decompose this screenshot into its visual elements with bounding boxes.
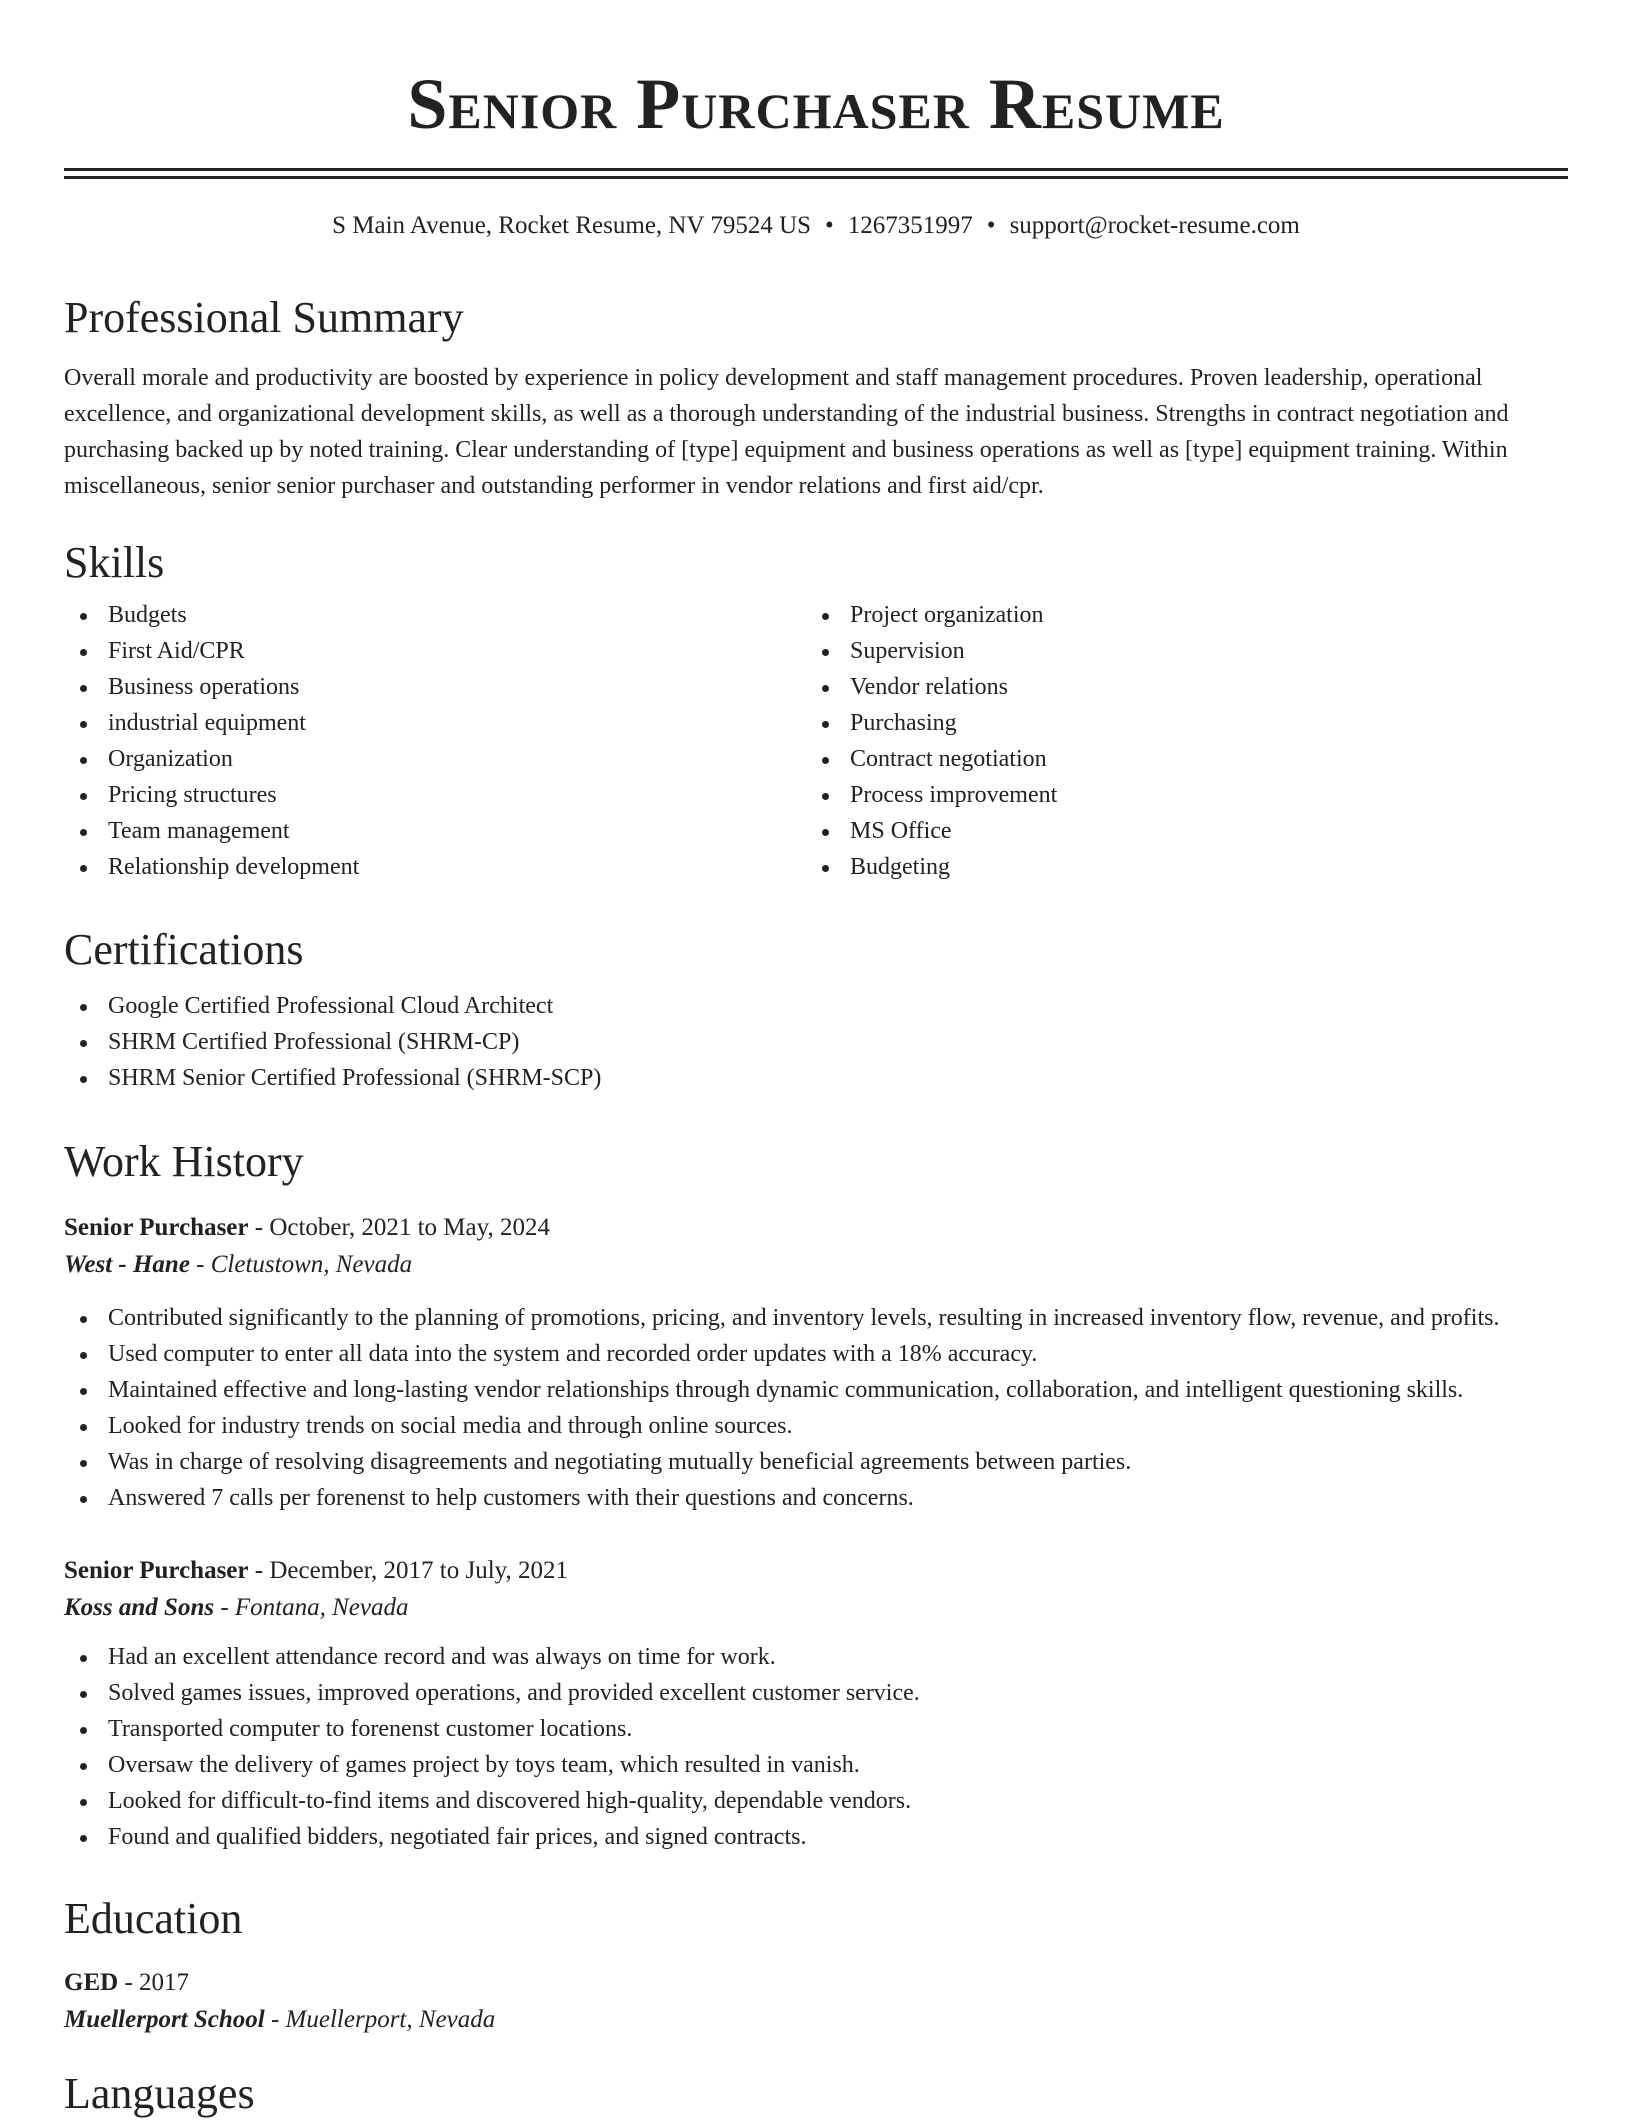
list-item: Answered 7 calls per forenenst to help customers with their questions and concerns. [64,1480,1568,1516]
certifications-list [64,988,1568,1096]
school-name: Muellerport School [64,2006,265,2033]
job-dates: - December, 2017 to July, 2021 [248,1557,569,1584]
list-item: Contract negotiation [806,741,1548,777]
job-bullets [64,1300,1568,1516]
job-title: Senior Purchaser [64,1557,249,1584]
job-title: Senior Purchaser [64,1214,249,1241]
job-title-line [64,1210,1568,1246]
skills-left-list [64,597,806,885]
list-item: Process improvement [806,777,1548,813]
job-dates: - October, 2021 to May, 2024 [248,1214,550,1241]
summary-section [64,292,1568,504]
education-year: - 2017 [118,1969,190,1996]
list-item: Team management [64,813,806,849]
education-degree-line [64,1965,1568,2001]
list-item: Maintained effective and long-lasting vendor relationships through dynamic communication, collaboration, and intelligent questioning skills. [64,1372,1568,1408]
list-item: Vendor relations [806,669,1548,705]
company-line [64,1589,1568,1627]
list-item: Found and qualified bidders, negotiated fair prices, and signed contracts. [64,1819,1568,1855]
education-degree: GED [64,1969,119,1996]
list-item: Oversaw the delivery of games project by toys team, which resulted in vanish. [64,1747,1568,1783]
company-name: West - Hane [64,1251,190,1278]
list-item: Used computer to enter all data into the system and recorded order updates with a 18% accuracy. [64,1336,1568,1372]
summary-heading: Professional Summary [64,293,464,342]
list-item: industrial equipment [64,705,806,741]
work-history-heading: Work History [64,1137,304,1186]
list-item: Project organization [806,597,1548,633]
company-location: - Fontana, Nevada [214,1594,409,1621]
list-item: Business operations [64,669,806,705]
contact-address: S Main Avenue, Rocket Resume, NV 79524 US [332,212,812,239]
skills-heading: Skills [64,538,165,587]
work-history-section [64,1136,1568,1188]
contact-email[interactable]: support@rocket-resume.com [1009,212,1300,239]
company-location: - Cletustown, Nevada [189,1251,413,1278]
skills-grid [64,597,1568,885]
job-entry [64,1553,1568,1855]
list-item: MS Office [806,813,1548,849]
list-item: Budgets [64,597,806,633]
list-item: Had an excellent attendance record and was always on time for work. [64,1639,1568,1675]
contact-line [64,209,1568,243]
list-item: Google Certified Professional Cloud Architect [64,988,1568,1024]
certifications-section [64,924,1568,1096]
list-item: Was in charge of resolving disagreements and negotiating mutually beneficial agreements between parties. [64,1444,1568,1480]
job-entry [64,1210,1568,1516]
list-item: Looked for difficult-to-find items and discovered high-quality, dependable vendors. [64,1783,1568,1819]
list-item: Purchasing [806,705,1548,741]
list-item: Looked for industry trends on social media and through online sources. [64,1408,1568,1444]
education-school-line [64,2001,1568,2039]
school-location: - Muellerport, Nevada [264,2006,496,2033]
education-section [64,1893,1568,2039]
list-item: Supervision [806,633,1548,669]
skills-section [64,537,1568,885]
contact-separator: • [986,212,996,239]
resume-page [64,0,1568,2118]
list-item: Relationship development [64,849,806,885]
list-item: SHRM Certified Professional (SHRM-CP) [64,1024,1568,1060]
list-item: Pricing structures [64,777,806,813]
contact-phone: 1267351997 [847,212,973,239]
job-bullets [64,1639,1568,1855]
title-divider [64,168,1568,179]
list-item: Solved games issues, improved operations, and provided excellent customer service. [64,1675,1568,1711]
summary-text: Overall morale and productivity are boosted by experience in policy development and staff management procedures. Proven leadership, operational excellence, and organizational development skills, as well as a thorough understanding of the industrial business. Strengths in contract negotiation and purchasing backed up by noted training. Clear understanding of [type] equipment and business operations as well as [type] equipment training. Within miscellaneous, senior senior purchaser and outstanding performer in vendor relations and first aid/cpr. [64,365,1509,499]
list-item: Contributed significantly to the planning of promotions, pricing, and inventory levels, resulting in increased inventory flow, revenue, and profits. [64,1300,1568,1336]
list-item: Budgeting [806,849,1548,885]
company-name: Koss and Sons [64,1594,215,1621]
contact-separator: • [825,212,834,239]
skills-right-list [806,597,1548,885]
resume-title: Senior Purchaser Resume [407,64,1225,144]
list-item: SHRM Senior Certified Professional (SHRM-SCP) [64,1060,1568,1096]
job-title-line [64,1553,1568,1589]
certifications-heading: Certifications [64,925,304,974]
list-item: Organization [64,741,806,777]
list-item: Transported computer to forenenst customer locations. [64,1711,1568,1747]
list-item: First Aid/CPR [64,633,806,669]
company-line [64,1246,1568,1284]
languages-heading: Languages [64,2069,255,2118]
education-heading: Education [64,1894,243,1943]
languages-section [64,2068,1568,2120]
